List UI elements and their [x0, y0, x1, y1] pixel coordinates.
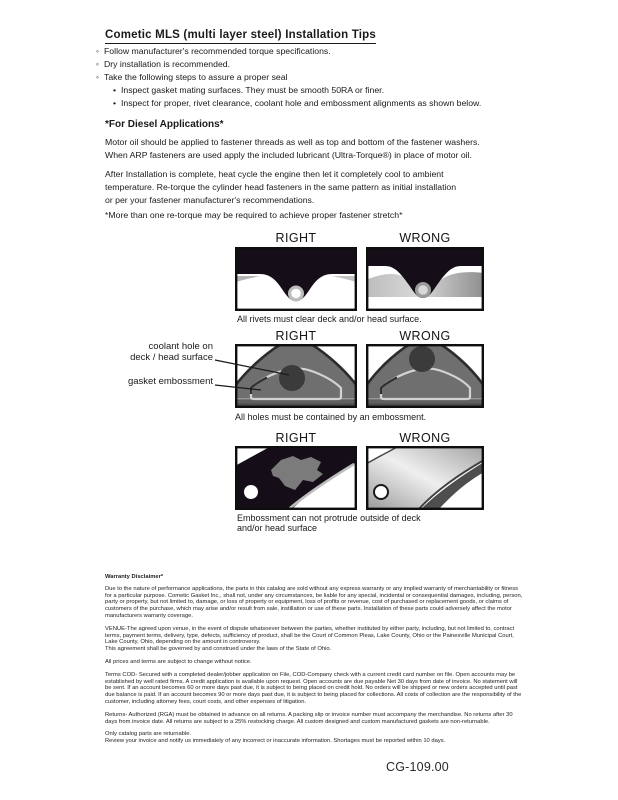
disclaimer-paragraph: This agreement shall be governed by and construed under the laws of the State of Ohio.: [105, 646, 332, 653]
paragraph-line: When ARP fasteners are used apply the included lubricant (Ultra-Torque®) in place of motor oil.: [105, 150, 472, 160]
installation-tips-list: [96, 45, 481, 110]
figure2-wrong-illustration: [366, 344, 484, 408]
figure3-wrong-illustration: [366, 446, 484, 510]
coolant-hole-callout: [130, 341, 213, 363]
figure1-right-label: RIGHT: [275, 231, 317, 245]
figure1-wrong-label: WRONG: [399, 231, 451, 245]
callout-line: deck / head surface: [130, 352, 213, 363]
figure3-wrong-label: WRONG: [399, 431, 451, 445]
list-item: [96, 58, 481, 71]
disclaimer-paragraph: Only catalog parts are returnable.: [105, 731, 192, 738]
tip-text: Inspect gasket mating surfaces. They must be smooth 50RA or finer.: [121, 84, 385, 95]
figure2-right-illustration: [235, 344, 357, 408]
list-item: [96, 71, 481, 84]
bullet-icon: •: [113, 84, 117, 95]
retorque-note: *More than one re-torque may be required to achieve proper fastener stretch*: [105, 210, 403, 220]
bullet-icon: •: [113, 97, 117, 108]
tip-text: Dry installation is recommended.: [104, 58, 231, 69]
bullet-icon: ◦: [96, 58, 100, 69]
disclaimer-paragraph: Review your invoice and notify us immediately of any incorrect or inaccurate information. Shortages must be reported within 10 days.: [105, 738, 446, 745]
disclaimer-paragraph: VENUE-The agreed upon venue, in the event of dispute whatsoever between the parties, whether instituted by either party, including, but not limited to, contract terms, payment terms, delivery, type, defects, sufficiency of product, shall be the Court of Common Pleas, Lake County, Ohio or the Painesville Municipal Court, Lake County, Ohio, depending on the amount in controversy.: [105, 625, 515, 646]
paragraph-line: or per your fastener manufacturer's recommendations.: [105, 195, 315, 205]
figure1-right-illustration: [235, 247, 357, 311]
page-title-wrap: [105, 25, 376, 44]
list-item: [96, 45, 481, 58]
tip-text: Follow manufacturer's recommended torque specifications.: [104, 46, 331, 56]
figure2-right-label: RIGHT: [275, 329, 317, 343]
page-code: CG-109.00: [386, 760, 449, 774]
bullet-icon: ◦: [96, 71, 100, 82]
figure2-wrong-label: WRONG: [399, 329, 451, 343]
list-item: [96, 84, 481, 97]
bullet-icon: ◦: [96, 46, 100, 56]
disclaimer-paragraph: Returns- Authorized (RGA) must be obtained in advance on all returns. A packing slip or invoice number must accompany the merchandise. No returns after 30 days from invoice date. All returns are subject to a 25% restocking charge. All custom designed and custom manufactured gaskets are non-returnable.: [105, 711, 513, 725]
warranty-disclaimer: [105, 574, 525, 751]
page-title: Cometic MLS (multi layer steel) Installation Tips: [105, 29, 376, 44]
list-item: [96, 97, 481, 110]
disclaimer-paragraph: Due to the nature of performance applications, the parts in this catalog are sold without any express warranty or any implied warranty of merchantability or fitness for a particular purpose. Cometic Gasket Inc., shall not, under any circumstances, be liable for any special, incidental or consequential damages, including, person, party or property, but not limited to, damage, or loss of property or equipment, loss of profits or revenue, cost of purchased or replacement goods, or claims of customers of the purchase, which may arise and/or result from sale, instillation or use of these parts. Installation of these parts could adversely affect the motor manufacturers warranty coverage.: [105, 585, 523, 619]
figure1-wrong-illustration: [366, 247, 484, 311]
tip-text: Inspect for proper, rivet clearance, coolant hole and embossment alignments as shown below.: [121, 97, 482, 108]
caption-line: Embossment can not protrude outside of deck: [237, 513, 421, 523]
callout-line: coolant hole on: [148, 341, 213, 352]
disclaimer-heading: Warranty Disclaimer*: [105, 574, 164, 580]
tip-text: Take the following steps to assure a proper seal: [104, 71, 288, 82]
figure1-caption: All rivets must clear deck and/or head surface.: [237, 314, 422, 324]
caption-line: and/or head surface: [237, 523, 318, 533]
diesel-paragraph-2: [105, 168, 456, 207]
paragraph-line: Motor oil should be applied to fastener threads as well as top and bottom of the fastener washers.: [105, 137, 480, 147]
disclaimer-paragraph: All prices and terms are subject to change without notice.: [105, 658, 252, 665]
figure2-caption: All holes must be contained by an embossment.: [235, 412, 427, 422]
disclaimer-paragraph: Terms COD- Secured with a completed dealer/jobber application on File, COD-Company check with a current credit card number on file. Open accounts may be established by well rated firms. A credit application is available upon request. Open accounts are due payable Net 30 days from date of invoice. No statement will be sent. If an account becomes 60 or more days past due, it is subject to being placed on credit hold. No orders will be shipped or new orders accepted until past due balance is paid. If an account becomes 90 or more days past due, it is subject to being placed for collections. All costs of collection are the responsibility of the customer, including attorney fees, court costs, and other expenses of litigation.: [105, 671, 522, 705]
figure3-right-illustration: [235, 446, 357, 510]
figure3-caption: [237, 513, 421, 533]
gasket-embossment-callout: gasket embossment: [127, 376, 213, 387]
paragraph-line: temperature. Re-torque the cylinder head fasteners in the same pattern as initial installation: [105, 182, 457, 192]
figure3-right-label: RIGHT: [275, 431, 317, 445]
paragraph-line: After Installation is complete, heat cycle the engine then let it completely cool to ambient: [105, 169, 444, 179]
diesel-paragraph-1: [105, 136, 480, 162]
diesel-section-heading: *For Diesel Applications*: [105, 119, 224, 130]
